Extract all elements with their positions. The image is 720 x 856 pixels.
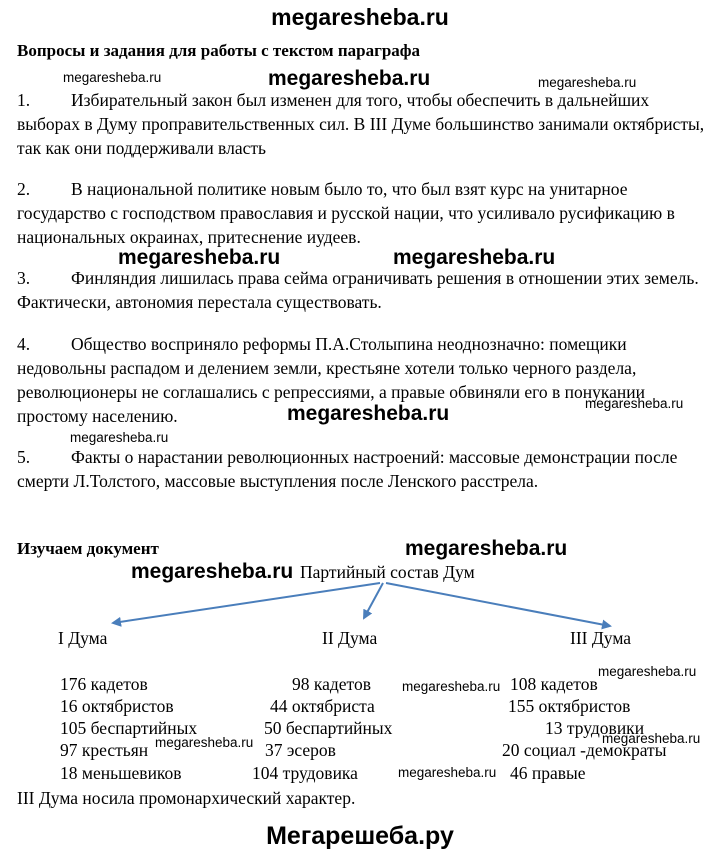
answer-number: 5.	[17, 447, 31, 467]
duma-3-row: 13 трудовики	[545, 718, 645, 738]
watermark: megaresheba.ru	[131, 560, 294, 583]
duma-3-row: 20 социал -демократы	[502, 740, 667, 760]
answer-number: 2.	[17, 179, 31, 199]
duma-2-row: 37 эсеров	[265, 740, 336, 760]
duma-1-row: 16 октябристов	[60, 696, 174, 716]
answer-text: Общество восприняло реформы П.А.Столыпина неоднозначно: помещики недовольны распадом и делением земли, крестьяне хотели только черного раздела, революционеры не соглашались с репрессиями, а правые обвиняли его в понукании простому населению.	[17, 334, 645, 426]
watermark: megaresheba.ru	[70, 430, 169, 445]
diagram-title: Партийный состав Дум	[300, 562, 475, 582]
arrow-to-duma-2	[364, 583, 383, 618]
site-title: megaresheba.ru	[271, 4, 449, 30]
footer-title: Мегарешеба.ру	[266, 822, 454, 850]
duma-2-row: 98 кадетов	[292, 674, 371, 694]
watermark: megaresheba.ru	[405, 537, 568, 560]
watermark: megaresheba.ru	[268, 67, 431, 90]
watermark: megaresheba.ru	[155, 735, 254, 750]
answer-number: 1.	[17, 90, 31, 110]
watermark: megaresheba.ru	[585, 396, 684, 411]
watermark: megaresheba.ru	[602, 731, 701, 746]
duma-3-row: 108 кадетов	[510, 674, 598, 694]
answer-text: Факты о нарастании революционных настроений: массовые демонстрации после смерти Л.Толстого, массовые выступления после Ленского расстрела.	[17, 447, 678, 491]
watermark: megaresheba.ru	[398, 765, 497, 780]
arrow-to-duma-3	[386, 583, 610, 626]
duma-1-row: 105 беспартийных	[60, 718, 198, 738]
document-heading: Изучаем документ	[17, 539, 159, 558]
duma-1-label: I Дума	[58, 628, 108, 648]
answer-text: Финляндия лишилась права сейма ограничивать решения в отношении этих земель. Фактически, автономия перестала существовать.	[17, 268, 699, 312]
watermark: megaresheba.ru	[393, 246, 556, 269]
watermark: megaresheba.ru	[63, 70, 162, 85]
duma-3-row: 46 правые	[510, 763, 586, 783]
watermark: megaresheba.ru	[118, 246, 281, 269]
duma-1-row: 18 меньшевиков	[60, 763, 182, 783]
watermark: megaresheba.ru	[538, 75, 637, 90]
duma-2-row: 44 октябриста	[270, 696, 375, 716]
answer-number: 3.	[17, 268, 31, 288]
arrow-to-duma-1	[113, 583, 380, 623]
questions-heading: Вопросы и задания для работы с текстом параграфа	[17, 41, 421, 60]
answer-text: В национальной политике новым было то, что был взят курс на унитарное государство с господством православия и русской нации, что усиливало русификацию в национальных окраинах, притеснение иудеев.	[17, 179, 675, 247]
watermark: megaresheba.ru	[287, 402, 450, 425]
watermark: megaresheba.ru	[402, 679, 501, 694]
document-conclusion: III Дума носила промонархический характер.	[17, 788, 356, 808]
answer-number: 4.	[17, 334, 31, 354]
duma-1-row: 176 кадетов	[60, 674, 148, 694]
duma-2-row: 50 беспартийных	[264, 718, 393, 738]
duma-2-row: 104 трудовика	[252, 763, 358, 783]
answer-text: Избирательный закон был изменен для того, чтобы обеспечить в дальнейших выборах в Думу проправительственных сил. В III Думе большинство занимали октябристы, так как они поддерживали власть	[17, 90, 705, 158]
watermark: megaresheba.ru	[598, 664, 697, 679]
duma-3-label: III Дума	[570, 628, 632, 648]
duma-1-row: 97 крестьян	[60, 740, 149, 760]
duma-2-label: II Дума	[322, 628, 378, 648]
duma-3-row: 155 октябристов	[508, 696, 631, 716]
